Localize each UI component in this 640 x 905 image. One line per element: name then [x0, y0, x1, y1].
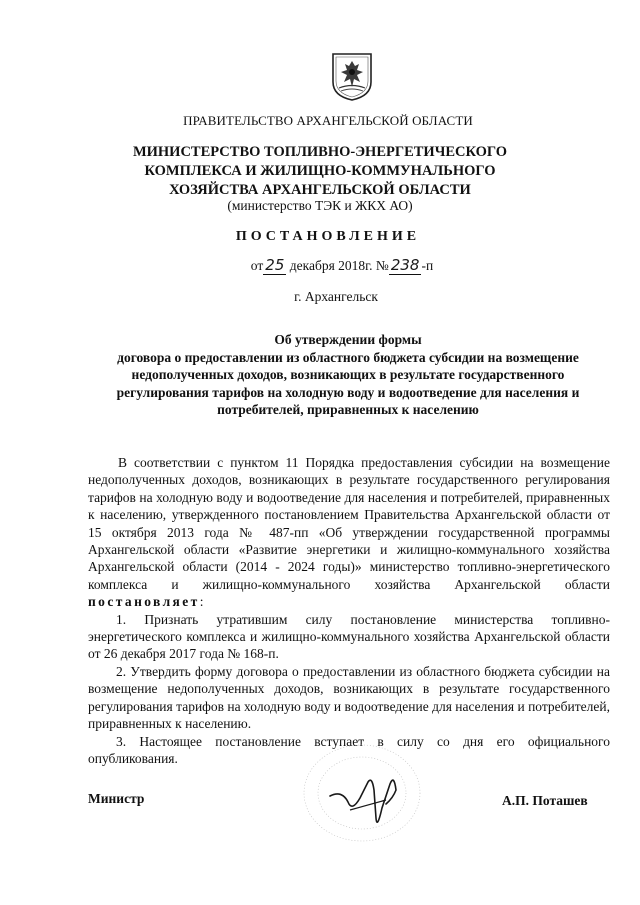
document-type: ПОСТАНОВЛЕНИЕ	[235, 229, 421, 244]
resolves-colon: :	[199, 594, 204, 610]
title-line: регулирования тарифов на холодную воду и водоотведение для населения и	[116, 384, 580, 400]
document-number: 238	[390, 256, 420, 274]
city: г. Архангельск	[294, 289, 378, 304]
date-day: 25	[265, 256, 285, 274]
title-line: договора о предоставлении из областного бюджета субсидии на возмещение	[117, 349, 579, 365]
intro-paragraph	[88, 454, 610, 611]
date-number-line	[22, 256, 640, 274]
government-name: ПРАВИТЕЛЬСТВО АРХАНГЕЛЬСКОЙ ОБЛАСТИ	[183, 113, 473, 128]
ministry-line: ХОЗЯЙСТВА АРХАНГЕЛЬСКОЙ ОБЛАСТИ	[169, 182, 471, 198]
date-prefix: от	[250, 258, 264, 273]
handwritten-signature-icon	[290, 738, 435, 858]
item-1: 1. Признать утратившим силу постановление министерства топливно-энергетического комплекса и жилищно-коммунального хозяйства Архангельской области от 26 декабря 2017 года № 168-п.	[88, 611, 610, 662]
title-line: Об утверждении формы	[274, 332, 422, 347]
item-3: 3. Настоящее постановление вступает в силу со дня его официального опубликования.	[88, 733, 610, 766]
resolves-word: постановляет	[88, 594, 200, 610]
coat-of-arms-icon	[331, 52, 373, 102]
number-suffix: -п	[421, 258, 434, 273]
date-rest: декабря 2018г. №	[289, 258, 389, 273]
ministry-line: МИНИСТЕРСТВО ТОПЛИВНО-ЭНЕРГЕТИЧЕСКОГО	[132, 144, 508, 160]
title-line: потребителей, приравненных к населению	[217, 402, 479, 417]
signer-position: Министр	[88, 791, 145, 806]
ministry-name	[0, 143, 640, 200]
item-2: 2. Утвердить форму договора о предоставлении из областного бюджета субсидии на возмещение недополученных доходов, возникающих в результате государственного регулирования тарифов на холодную воду и водоотведение для населения и потребителей, приравненных к населению.	[88, 663, 610, 732]
intro-text: В соответствии с пунктом 11 Порядка предоставления субсидии на возмещение недополученных доходов, возникающих в результате государственного регулирования тарифов на холодную воду и водоотведение для населения и потребителей, приравненных к населению, утвержденного постановлением Правительства Архангельской области от 15 октября 2013 года № 487-пп «Об утверждении государственной программы Архангельской области «Развитие энергетики и жилищно-коммунального хозяйства Архангельской области (2014 - 2024 годы)» министерство топливно-энергетического комплекса и жилищно-коммунального хозяйства Архангельской области	[88, 455, 610, 592]
document-body	[88, 454, 610, 767]
title-line: недополученных доходов, возникающих в результате государственного	[131, 367, 565, 382]
document-title	[88, 331, 608, 419]
ministry-short-name: (министерство ТЭК и ЖКХ АО)	[227, 198, 413, 213]
signer-name: А.П. Поташев	[502, 793, 588, 808]
ministry-line: КОМПЛЕКСА И ЖИЛИЩНО-КОММУНАЛЬНОГО	[144, 163, 496, 179]
